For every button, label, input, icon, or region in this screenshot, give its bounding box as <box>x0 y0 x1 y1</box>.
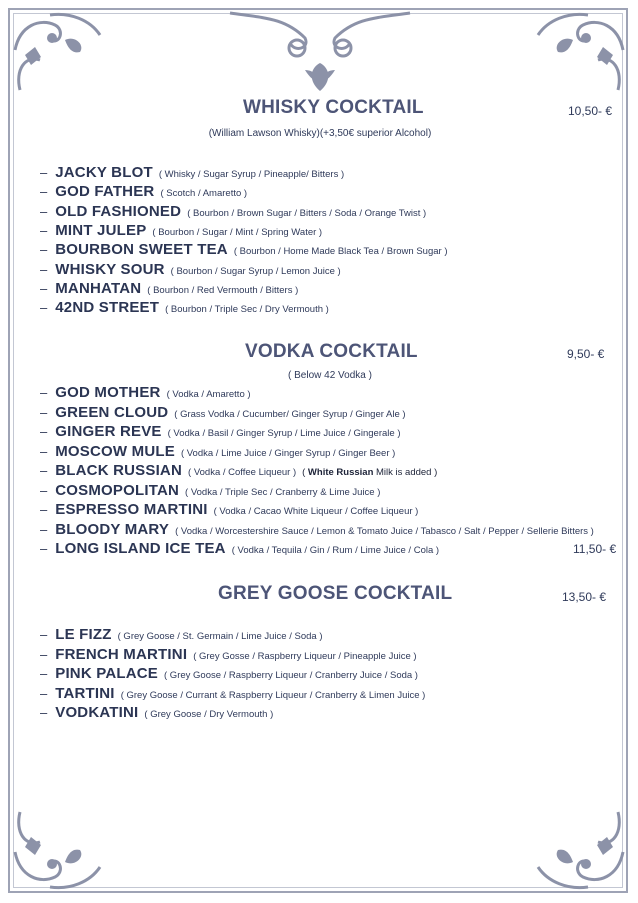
menu-item-ingredients: ( Bourbon / Brown Sugar / Bitters / Soda / Orange Twist ) <box>187 207 427 219</box>
menu-item <box>40 203 426 221</box>
dash-bullet: – <box>40 646 48 662</box>
menu-item-name: FRENCH MARTINI <box>55 645 188 663</box>
menu-item-ingredients: ( Grey Goose / Raspberry Liqueur / Cranberry Juice / Soda ) <box>164 670 418 681</box>
menu-item <box>40 665 418 683</box>
whisky-section-title: WHISKY COCKTAIL <box>243 97 424 118</box>
menu-item-name: LONG ISLAND ICE TEA <box>55 540 226 557</box>
menu-item-name: BLOODY MARY <box>55 520 170 538</box>
menu-item-ingredients: ( Vodka / Basil / Ginger Syrup / Lime Juice / Gingerale ) <box>167 428 401 439</box>
menu-item-name: GOD MOTHER <box>55 384 161 401</box>
menu-item <box>40 183 247 201</box>
menu-item-name: PINK PALACE <box>55 665 158 682</box>
top-left-ornament-icon <box>10 10 105 95</box>
menu-item-name: MOSCOW MULE <box>55 442 175 460</box>
dash-bullet: – <box>40 482 48 498</box>
menu-item-name: GREEN CLOUD <box>55 403 169 421</box>
dash-bullet: – <box>40 184 48 200</box>
menu-item-name: WHISKY SOUR <box>55 260 165 278</box>
menu-item-ingredients: ( Scotch / Amaretto ) <box>160 188 248 200</box>
menu-item-name: TARTINI <box>55 684 115 702</box>
vodka-section-title: VODKA COCKTAIL <box>245 341 418 362</box>
dash-bullet: – <box>40 463 48 478</box>
menu-item-ingredients: ( Grey Gosse / Raspberry Liqueur / Pineapple Juice ) <box>193 650 417 662</box>
greygoose-section-title: GREY GOOSE COCKTAIL <box>218 583 453 604</box>
menu-item-name: GINGER REVE <box>55 423 162 440</box>
menu-item-ingredients: ( Grey Goose / Dry Vermouth ) <box>144 709 274 720</box>
menu-item-ingredients: ( Grass Vodka / Cucumber/ Ginger Syrup / Ginger Ale ) <box>174 408 406 420</box>
menu-item <box>40 540 439 558</box>
menu-item <box>40 222 322 240</box>
menu-item-ingredients: ( Vodka / Coffee Liqueur ) <box>188 467 297 478</box>
menu-item <box>40 241 448 259</box>
menu-item <box>40 626 322 644</box>
menu-item <box>40 280 298 298</box>
dash-bullet: – <box>40 385 48 400</box>
menu-item <box>40 482 380 500</box>
dash-bullet: – <box>40 242 48 258</box>
menu-item-name: MINT JULEP <box>55 221 147 239</box>
dash-bullet: – <box>40 705 48 720</box>
dash-bullet: – <box>40 300 48 316</box>
whisky-section-price: 10,50- € <box>568 104 613 118</box>
dash-bullet: – <box>40 443 48 459</box>
dash-bullet: – <box>40 521 48 537</box>
vodka-section-subtitle: ( Below 42 Vodka ) <box>288 370 372 381</box>
dash-bullet: – <box>40 541 48 556</box>
menu-item-note-highlight: White Russian <box>307 467 374 478</box>
menu-item-ingredients: ( Vodka / Cacao White Liqueur / Coffee Liqueur ) <box>213 506 419 517</box>
menu-item-ingredients: ( Grey Goose / St. Germain / Lime Juice / Soda ) <box>117 631 323 642</box>
vodka-section-price: 9,50- € <box>567 347 605 361</box>
menu-item-name: BOURBON SWEET TEA <box>55 241 228 259</box>
menu-item-name: COSMOPOLITAN <box>55 481 180 499</box>
menu-item <box>40 423 400 441</box>
menu-item <box>40 521 594 539</box>
menu-item <box>40 646 417 664</box>
menu-item <box>40 299 329 317</box>
menu-item-note <box>302 467 437 478</box>
dash-bullet: – <box>40 261 48 277</box>
menu-item-price: 11,50- € <box>573 542 617 556</box>
menu-item-ingredients: ( Vodka / Worcestershire Sauce / Lemon & Tomato Juice / Tabasco / Salt / Pepper / Sellerie Bitters ) <box>175 525 594 537</box>
menu-item-name: ESPRESSO MARTINI <box>55 501 208 518</box>
menu-item <box>40 404 406 422</box>
top-center-ornament-icon <box>225 8 415 98</box>
dash-bullet: – <box>40 685 48 701</box>
dash-bullet: – <box>40 404 48 420</box>
menu-item <box>40 164 344 182</box>
dash-bullet: – <box>40 627 48 642</box>
menu-item-ingredients: ( Vodka / Lime Juice / Ginger Syrup / Ginger Beer ) <box>180 447 396 459</box>
menu-item-ingredients: ( Grey Goose / Currant & Raspberry Liqueur / Cranberry & Limen Juice ) <box>120 689 426 701</box>
dash-bullet: – <box>40 165 48 180</box>
menu-item-ingredients: ( Vodka / Amaretto ) <box>166 389 251 400</box>
menu-item-name: JACKY BLOT <box>55 164 153 181</box>
menu-item-name: GOD FATHER <box>55 183 155 201</box>
menu-item <box>40 261 341 279</box>
dash-bullet: – <box>40 666 48 681</box>
top-right-ornament-icon <box>533 10 628 95</box>
menu-item-ingredients: ( Bourbon / Red Vermouth / Bitters ) <box>147 284 299 296</box>
menu-item-ingredients: ( Vodka / Tequila / Gin / Rum / Lime Juice / Cola ) <box>231 545 440 556</box>
menu-item <box>40 462 437 480</box>
greygoose-section-price: 13,50- € <box>562 590 607 604</box>
menu-item <box>40 443 395 461</box>
dash-bullet: – <box>40 502 48 517</box>
menu-item-ingredients: ( Bourbon / Sugar / Mint / Spring Water ) <box>152 226 323 238</box>
menu-item-name: MANHATAN <box>55 279 142 297</box>
dash-bullet: – <box>40 424 48 439</box>
menu-item <box>40 501 418 519</box>
menu-item-ingredients: ( Bourbon / Home Made Black Tea / Brown Sugar ) <box>233 246 448 258</box>
menu-item-ingredients: ( Vodka / Triple Sec / Cranberry & Lime Juice ) <box>185 486 381 498</box>
menu-item-note-open: ( <box>302 467 306 478</box>
menu-item-ingredients: ( Whisky / Sugar Syrup / Pineapple/ Bitters ) <box>158 169 345 180</box>
dash-bullet: – <box>40 280 48 296</box>
menu-item <box>40 685 425 703</box>
menu-item-note-text: Milk is added ) <box>376 467 438 478</box>
whisky-section-subtitle: (William Lawson Whisky)(+3,50€ superior Alcohol) <box>208 128 432 139</box>
menu-item <box>40 384 251 402</box>
menu-item-ingredients: ( Bourbon / Triple Sec / Dry Vermouth ) <box>165 304 329 316</box>
bottom-right-ornament-icon <box>533 800 628 892</box>
dash-bullet: – <box>40 203 48 219</box>
menu-item-name: OLD FASHIONED <box>55 202 182 220</box>
dash-bullet: – <box>40 222 48 238</box>
menu-item-name: 42ND STREET <box>55 299 160 317</box>
menu-item <box>40 704 273 722</box>
menu-item-name: VODKATINI <box>55 704 139 721</box>
bottom-left-ornament-icon <box>10 800 105 892</box>
menu-item-name: LE FIZZ <box>55 626 112 643</box>
menu-item-ingredients: ( Bourbon / Sugar Syrup / Lemon Juice ) <box>170 265 341 277</box>
menu-item-name: BLACK RUSSIAN <box>55 462 183 479</box>
